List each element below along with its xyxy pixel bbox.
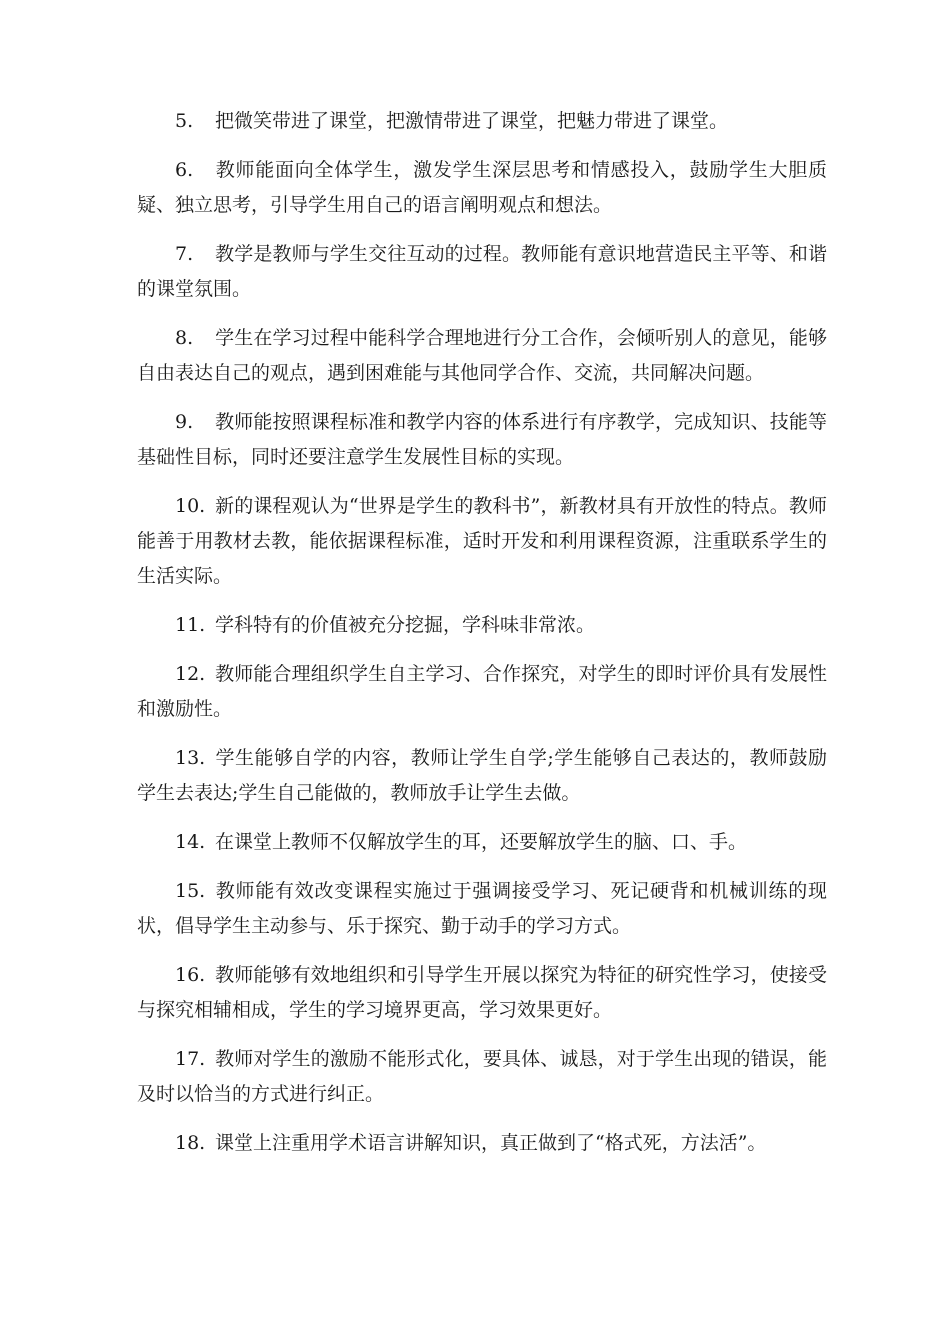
item-text: 教师能合理组织学生自主学习、合作探究，对学生的即时评价具有发展性和激励性。 xyxy=(137,663,827,720)
item-number: 8. xyxy=(175,327,194,349)
item-text: 学科特有的价值被充分挖掘，学科味非常浓。 xyxy=(215,614,596,636)
item-text: 教学是教师与学生交往互动的过程。教师能有意识地营造民主平等、和谐的课堂氛围。 xyxy=(137,243,827,300)
list-item xyxy=(137,489,827,594)
item-text: 教师能面向全体学生，激发学生深层思考和情感投入，鼓励学生大胆质疑、独立思考，引导学生用自己的语言阐明观点和想法。 xyxy=(137,159,827,216)
list-item xyxy=(137,608,827,643)
item-text: 教师能有效改变课程实施过于强调接受学习、死记硬背和机械训练的现状，倡导学生主动参与、乐于探究、勤于动手的学习方式。 xyxy=(137,880,827,937)
list-item xyxy=(137,405,827,475)
item-text: 教师对学生的激励不能形式化，要具体、诚恳，对于学生出现的错误，能及时以恰当的方式进行纠正。 xyxy=(137,1048,827,1105)
item-text: 学生能够自学的内容，教师让学生自学;学生能够自己表达的，教师鼓励学生去表达;学生自己能做的，教师放手让学生去做。 xyxy=(137,747,827,804)
item-number: 17. xyxy=(175,1048,206,1070)
item-number: 18. xyxy=(175,1132,206,1154)
item-number: 16. xyxy=(175,964,206,986)
list-item xyxy=(137,657,827,727)
item-text: 学生在学习过程中能科学合理地进行分工合作，会倾听别人的意见，能够自由表达自己的观点，遇到困难能与其他同学合作、交流，共同解决问题。 xyxy=(137,327,827,384)
list-item xyxy=(137,825,827,860)
list-item xyxy=(137,1126,827,1161)
item-text: 把微笑带进了课堂，把激情带进了课堂，把魅力带进了课堂。 xyxy=(215,110,729,132)
document-body xyxy=(137,104,827,1175)
item-number: 14. xyxy=(175,831,206,853)
item-text: 新的课程观认为“世界是学生的教科书”，新教材具有开放性的特点。教师能善于用教材去教，能依据课程标准，适时开发和利用课程资源，注重联系学生的生活实际。 xyxy=(137,495,827,587)
item-number: 7. xyxy=(175,243,194,265)
list-item xyxy=(137,237,827,307)
item-text: 教师能按照课程标准和教学内容的体系进行有序教学，完成知识、技能等基础性目标，同时还要注意学生发展性目标的实现。 xyxy=(137,411,827,468)
list-item xyxy=(137,153,827,223)
list-item xyxy=(137,1042,827,1112)
item-number: 13. xyxy=(175,747,206,769)
list-item xyxy=(137,874,827,944)
item-number: 11. xyxy=(175,614,206,636)
item-text: 教师能够有效地组织和引导学生开展以探究为特征的研究性学习，使接受与探究相辅相成，学生的学习境界更高，学习效果更好。 xyxy=(137,964,827,1021)
item-number: 15. xyxy=(175,880,206,902)
item-text: 课堂上注重用学术语言讲解知识，真正做到了“格式死，方法活”。 xyxy=(215,1132,767,1154)
item-number: 5. xyxy=(175,110,194,132)
item-number: 6. xyxy=(175,159,194,181)
list-item xyxy=(137,321,827,391)
list-item xyxy=(137,104,827,139)
list-item xyxy=(137,958,827,1028)
item-text: 在课堂上教师不仅解放学生的耳，还要解放学生的脑、口、手。 xyxy=(215,831,748,853)
item-number: 10. xyxy=(175,495,206,517)
item-number: 12. xyxy=(175,663,206,685)
list-item xyxy=(137,741,827,811)
item-number: 9. xyxy=(175,411,194,433)
